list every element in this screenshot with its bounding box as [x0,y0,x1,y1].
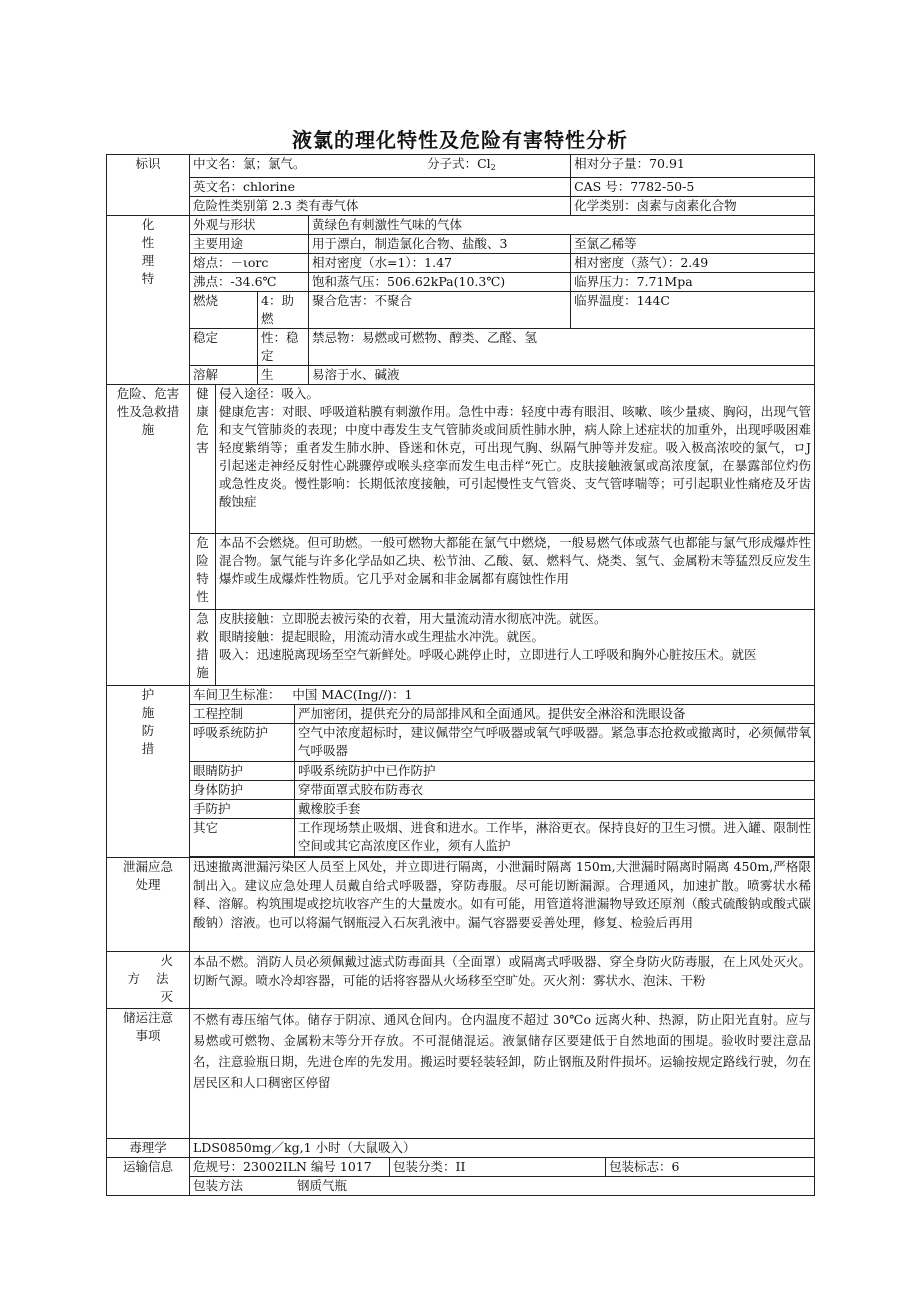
id-cn-name-cell [190,155,571,178]
density-vapor: 相对密度（蒸气）：2.49 [571,254,815,273]
first-aid-text: 皮肤接触：立即脱去被污染的衣着，用大量流动清水彻底冲洗。就医。 眼睛接触：提起眼睑，用流动清水或生理盐水冲洗。就医。 吸入：迅速脱离现场至空气新鲜处。呼吸心跳停止时，立即进行人工呼吸和胸外心脏按压术。就医 [216,610,815,686]
critical-temperature: 临界温度：144C [571,292,815,329]
phys-row-6 [107,329,815,366]
incompatible-materials: 禁忌物：易燃或可燃物、醇类、乙醛、氢 [309,329,815,366]
id-row-3 [107,197,815,216]
protect-row-eye [107,762,815,781]
phys-row-7 [107,366,815,385]
solubility-label: 溶解 [190,366,258,385]
transport-section-label: 运输信息 [107,1158,190,1196]
storage-section-label: 储运注意 事项 [107,1009,190,1139]
cn-name: 中文名：氯；氯气。 [193,156,306,171]
solubility-text: 易溶于水、碱液 [309,366,815,385]
vapor-pressure: 饱和蒸气压：506.62kPa(10.3℃) [309,273,571,292]
density-water: 相对密度（水=1）：1.47 [309,254,571,273]
protect-section-label: 护 施 防 措 [107,686,190,858]
pack-class: 包装分类：II [389,1158,605,1176]
transport-codes [190,1158,815,1177]
hazard-row-health [107,385,815,534]
phys-section-label: 化 性 理 特 [107,216,190,385]
hazard-row-danger [107,534,815,610]
fire-text: 本品不燃。消防人员必须佩戴过滤式防毒面具（全面罩）或隔离式呼吸器、穿全身防火防毒服，在上风处灭火。切断气源。喷水冷却容器，可能的话将容器从火场移至空旷处。灭火剂：雾状水、泡沫、干粉 [190,952,815,1009]
chem-class: 化学类别：卤素与卤素化合物 [571,197,815,216]
use-label: 主要用途 [190,235,309,254]
leak-text: 迅速撤离泄漏污染区人员至上风处，并立即进行隔离，小泄漏时隔离 150m,大泄漏时隔离时隔离 450m,严格限制出入。建议应急处理人员戴自给式呼吸器，穿防毒服。尽可能切断漏源。合理通风，加速扩散。喷雾状水稀释、溶解。构筑围堤或挖坑收容产生的大量废水。如有可能，用管道将泄漏物导致还原剂（酸式硫酸钠或酸式碳酸钠）溶液。也可以将漏气钢瓶浸入石灰乳液中。漏气容器要妥善处理，修复、检验后再用 [190,858,815,952]
transport-row-1 [107,1158,815,1177]
eng-control-label: 工程控制 [190,705,295,724]
eye-protect-value: 呼吸系统防护中已作防护 [295,762,815,781]
tox-row [107,1139,815,1158]
protect-row-other [107,819,815,857]
critical-pressure: 临界压力：7.71Mpa [571,273,815,292]
hazard-class: 危险性类别第 2.3 类有毒气体 [190,197,571,216]
protect-row-body [107,781,815,800]
resp-protect-value: 空气中浓度超标时，建议佩带空气呼吸器或氧气呼吸器。紧急事态抢救或撤离时，必须佩带氧气呼吸器 [295,724,815,762]
leak-section-label: 泄漏应急 处理 [107,858,190,952]
id-section-label: 标识 [107,155,190,216]
pack-method-value: 钢质气瓶 [297,1178,348,1193]
transport-code: 危规号：23002ILN 编号 1017 [193,1159,372,1174]
protect-row-resp [107,724,815,762]
polymerization-hazard: 聚合危害：不聚合 [309,292,571,329]
formula-label: 分子式：Cl [427,156,491,171]
danger-property-text: 本品不会燃烧。但可助燃。一般可燃物大都能在氯气中燃烧，一般易燃气体或蒸气也都能与氯气形成爆炸性混合物。氯气能与许多化学品如乙块、松节油、乙酸、氨、燃料气、烧类、氢气、金属粉末等猛烈反应发生爆炸或生成爆炸性物质。它几乎对金属和非金属都有腐蚀性作用 [216,534,815,610]
other-protect-label: 其它 [190,819,295,857]
tox-section-label: 毒理学 [107,1139,190,1158]
resp-protect-label: 呼吸系统防护 [190,724,295,762]
transport-row-2 [107,1177,815,1196]
danger-property-label: 危 险 特 性 [190,534,216,610]
stability-value: 性：稳定 [258,329,309,366]
hazard-section-label: 危险、危害 性及急救措 施 [107,385,190,686]
use-value-2: 至氯乙稀等 [571,235,815,254]
protect-row-hygiene [107,686,815,705]
page-title: 液氯的理化特性及危险有害特性分析 [292,128,628,152]
body-protect-label: 身体防护 [190,781,295,800]
first-aid-label: 急 救 措 施 [190,610,216,686]
appearance-value: 黄绿色有刺激性气味的气体 [309,216,815,235]
appearance-label: 外观与形状 [190,216,309,235]
fire-section-label: 火 方 法 灭 [107,952,190,1009]
phys-row-4 [107,273,815,292]
fire-row [107,952,815,1009]
eye-protect-label: 眼睛防护 [190,762,295,781]
combustion-label: 燃烧 [190,292,258,329]
pack-mark: 包装标志：6 [605,1158,811,1176]
msds-table [106,154,815,1196]
use-value-1: 用于漂白，制造氯化合物、盐酸、3 [309,235,571,254]
health-hazard-label: 健 康 危 害 [190,385,216,534]
id-row-1 [107,155,815,178]
hand-protect-value: 戴橡胶手套 [295,800,815,819]
hand-protect-label: 手防护 [190,800,295,819]
health-hazard-text: 侵入途径：吸入。 健康危害：对眼、呼吸道粘膜有刺激作用。急性中毒：轻度中毒有眼泪、咳嗽、咳少量痰、胸闷，出现气管和支气管肺炎的表现；中度中毒发生支气管肺炎或间质性肺水肿，病人除上述症状的加重外，出现呼吸困难轻度紫绡等；重者发生肺水肿、昏迷和休克，可出现气胸、纵隔气肿等并发症。吸入极高浓咬的氯气，ロJ 引起迷走神经反射性心跳骤停或喉头痉挛而发生电击样“死亡。皮肤接触液氯或高浓度氯，在暴露部位灼伤或急性皮炎。慢性影响：长期低浓度接触，可引起慢性支气管炎、支气管哮喘等；可引起职业性痛疮及牙齿酸蚀症 [216,385,815,534]
solubility-value: 生 [258,366,309,385]
storage-row [107,1009,815,1139]
pack-method-cell [190,1177,815,1196]
tox-value: LDS0850mg／kg,1 小时（大鼠吸入） [190,1139,815,1158]
storage-text: 不燃有毒压缩气体。储存于阴凉、通风仓间内。仓内温度不超过 30℃o 远离火种、热源，防止阳光直射。应与易燃或可燃物、金属粉末等分开存放。不可混储混运。液氯储存区要建低于自然地面的围堤。验收时要注意品名，注意验瓶日期，先进仓库的先发用。搬运时要轻装轻卸，防止钢瓶及附件损坏。运输按规定路线行驶，勿在居民区和人口稠密区停留 [190,1009,815,1139]
phys-row-1 [107,216,815,235]
cas-number: CAS 号：7782-50-5 [571,178,815,197]
phys-row-5 [107,292,815,329]
other-protect-value: 工作现场禁止吸烟、进食和进水。工作毕，淋浴更衣。保持良好的卫生习惯。进入罐、限制性空间或其它高浓度区作业，须有人监护 [295,819,815,857]
mol-weight: 相对分子量：70.91 [571,155,815,178]
protect-row-eng [107,705,815,724]
melting-point: 熔点：－ιorc [190,254,309,273]
en-name: 英文名：chlorine [190,178,571,197]
boiling-point: 沸点：-34.6℃ [190,273,309,292]
combustion-value: 4：助燃 [258,292,309,329]
phys-row-3 [107,254,815,273]
protect-row-hand [107,800,815,819]
phys-row-2 [107,235,815,254]
hygiene-standard: 车间卫生标准： 中国 MAC(Ing//)：1 [190,686,815,705]
stability-label: 稳定 [190,329,258,366]
body-protect-value: 穿带面罩式胶布防毒衣 [295,781,815,800]
hazard-row-aid [107,610,815,686]
eng-control-value: 严加密闭，提供充分的局部排风和全面通风。提供安全淋浴和洗眼设备 [295,705,815,724]
pack-method-label: 包装方法 [193,1178,244,1193]
leak-row [107,858,815,952]
id-row-2 [107,178,815,197]
formula-subscript: 2 [490,163,496,172]
